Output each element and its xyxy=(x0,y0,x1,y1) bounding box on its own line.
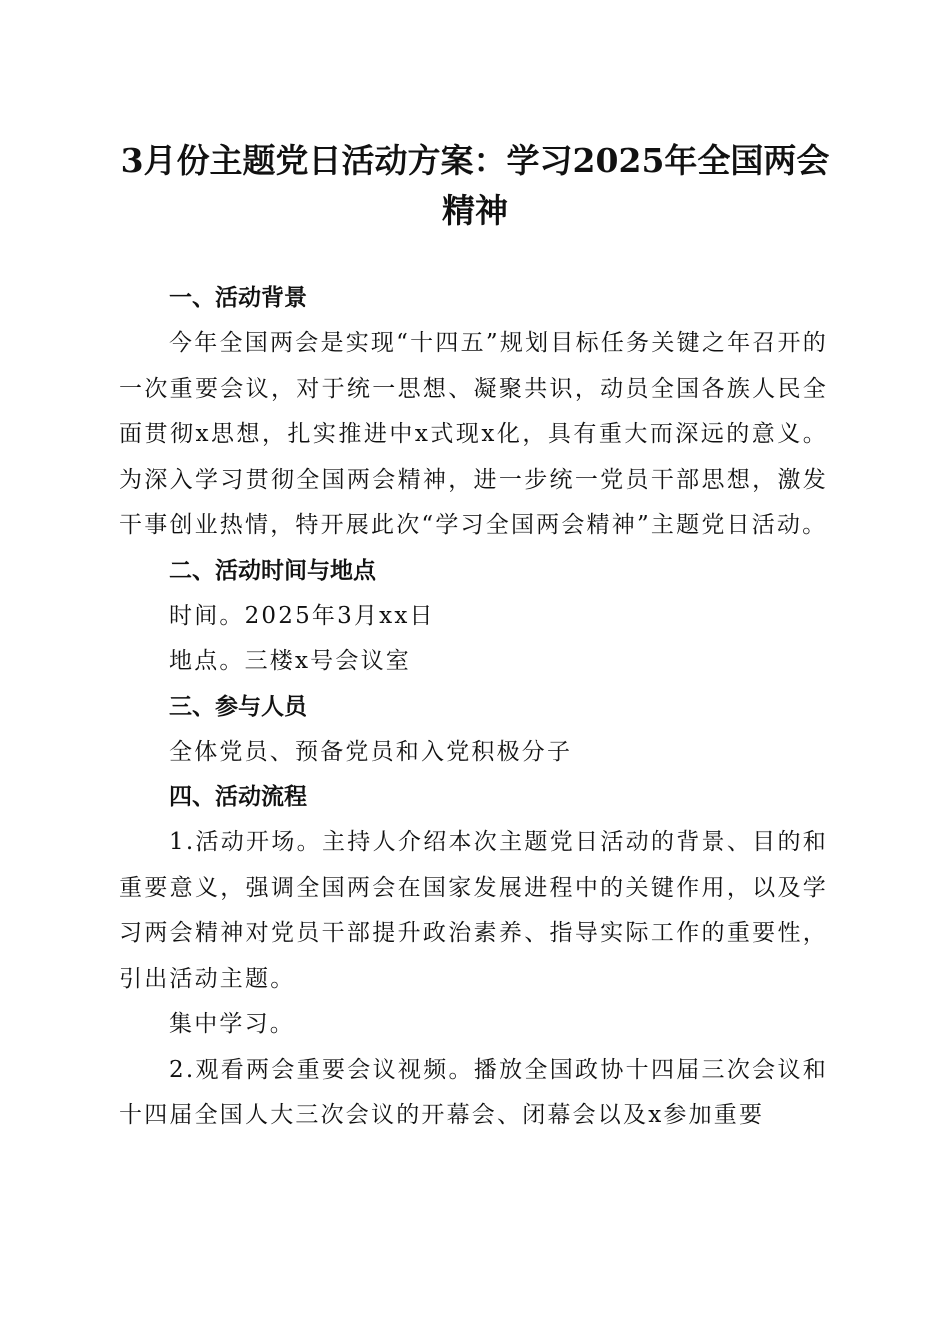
paragraph-process-opening: 1.活动开场。主持人介绍本次主题党日活动的背景、目的和重要意义，强调全国两会在国家发展进程中的关键作用，以及学习两会精神对党员干部提升政治素养、指导实际工作的重要性，引出活动主题。 xyxy=(119,829,828,992)
section-heading-process: 四、活动流程 xyxy=(169,784,307,810)
section-heading-background: 一、活动背景 xyxy=(169,285,307,311)
document-title: 3月份主题党日活动方案：学习2025年全国两会精神 xyxy=(120,141,830,230)
paragraph-participants: 全体党员、预备党员和入党积极分子 xyxy=(169,738,573,765)
document-body xyxy=(119,276,828,1139)
paragraph-time: 时间。2025年3月xx日 xyxy=(169,602,435,629)
section-heading-participants: 三、参与人员 xyxy=(169,693,307,720)
paragraph-process-video: 2.观看两会重要会议视频。播放全国政协十四届三次会议和十四届全国人大三次会议的开幕会、闭幕会以及x参加重要 xyxy=(119,1056,828,1128)
paragraph-background: 今年全国两会是实现“十四五”规划目标任务关键之年召开的一次重要会议，对于统一思想、凝聚共识，动员全国各族人民全面贯彻x思想，扎实推进中x式现x化，具有重大而深远的意义。为深入学习贯彻全国两会精神，进一步统一党员干部思想，激发干事创业热情，特开展此次“学习全国两会精神”主题党日活动。 xyxy=(119,330,828,538)
paragraph-process-study: 集中学习。 xyxy=(169,1011,295,1037)
paragraph-place: 地点。三楼x号会议室 xyxy=(169,648,411,674)
section-heading-time-place: 二、活动时间与地点 xyxy=(169,557,376,584)
